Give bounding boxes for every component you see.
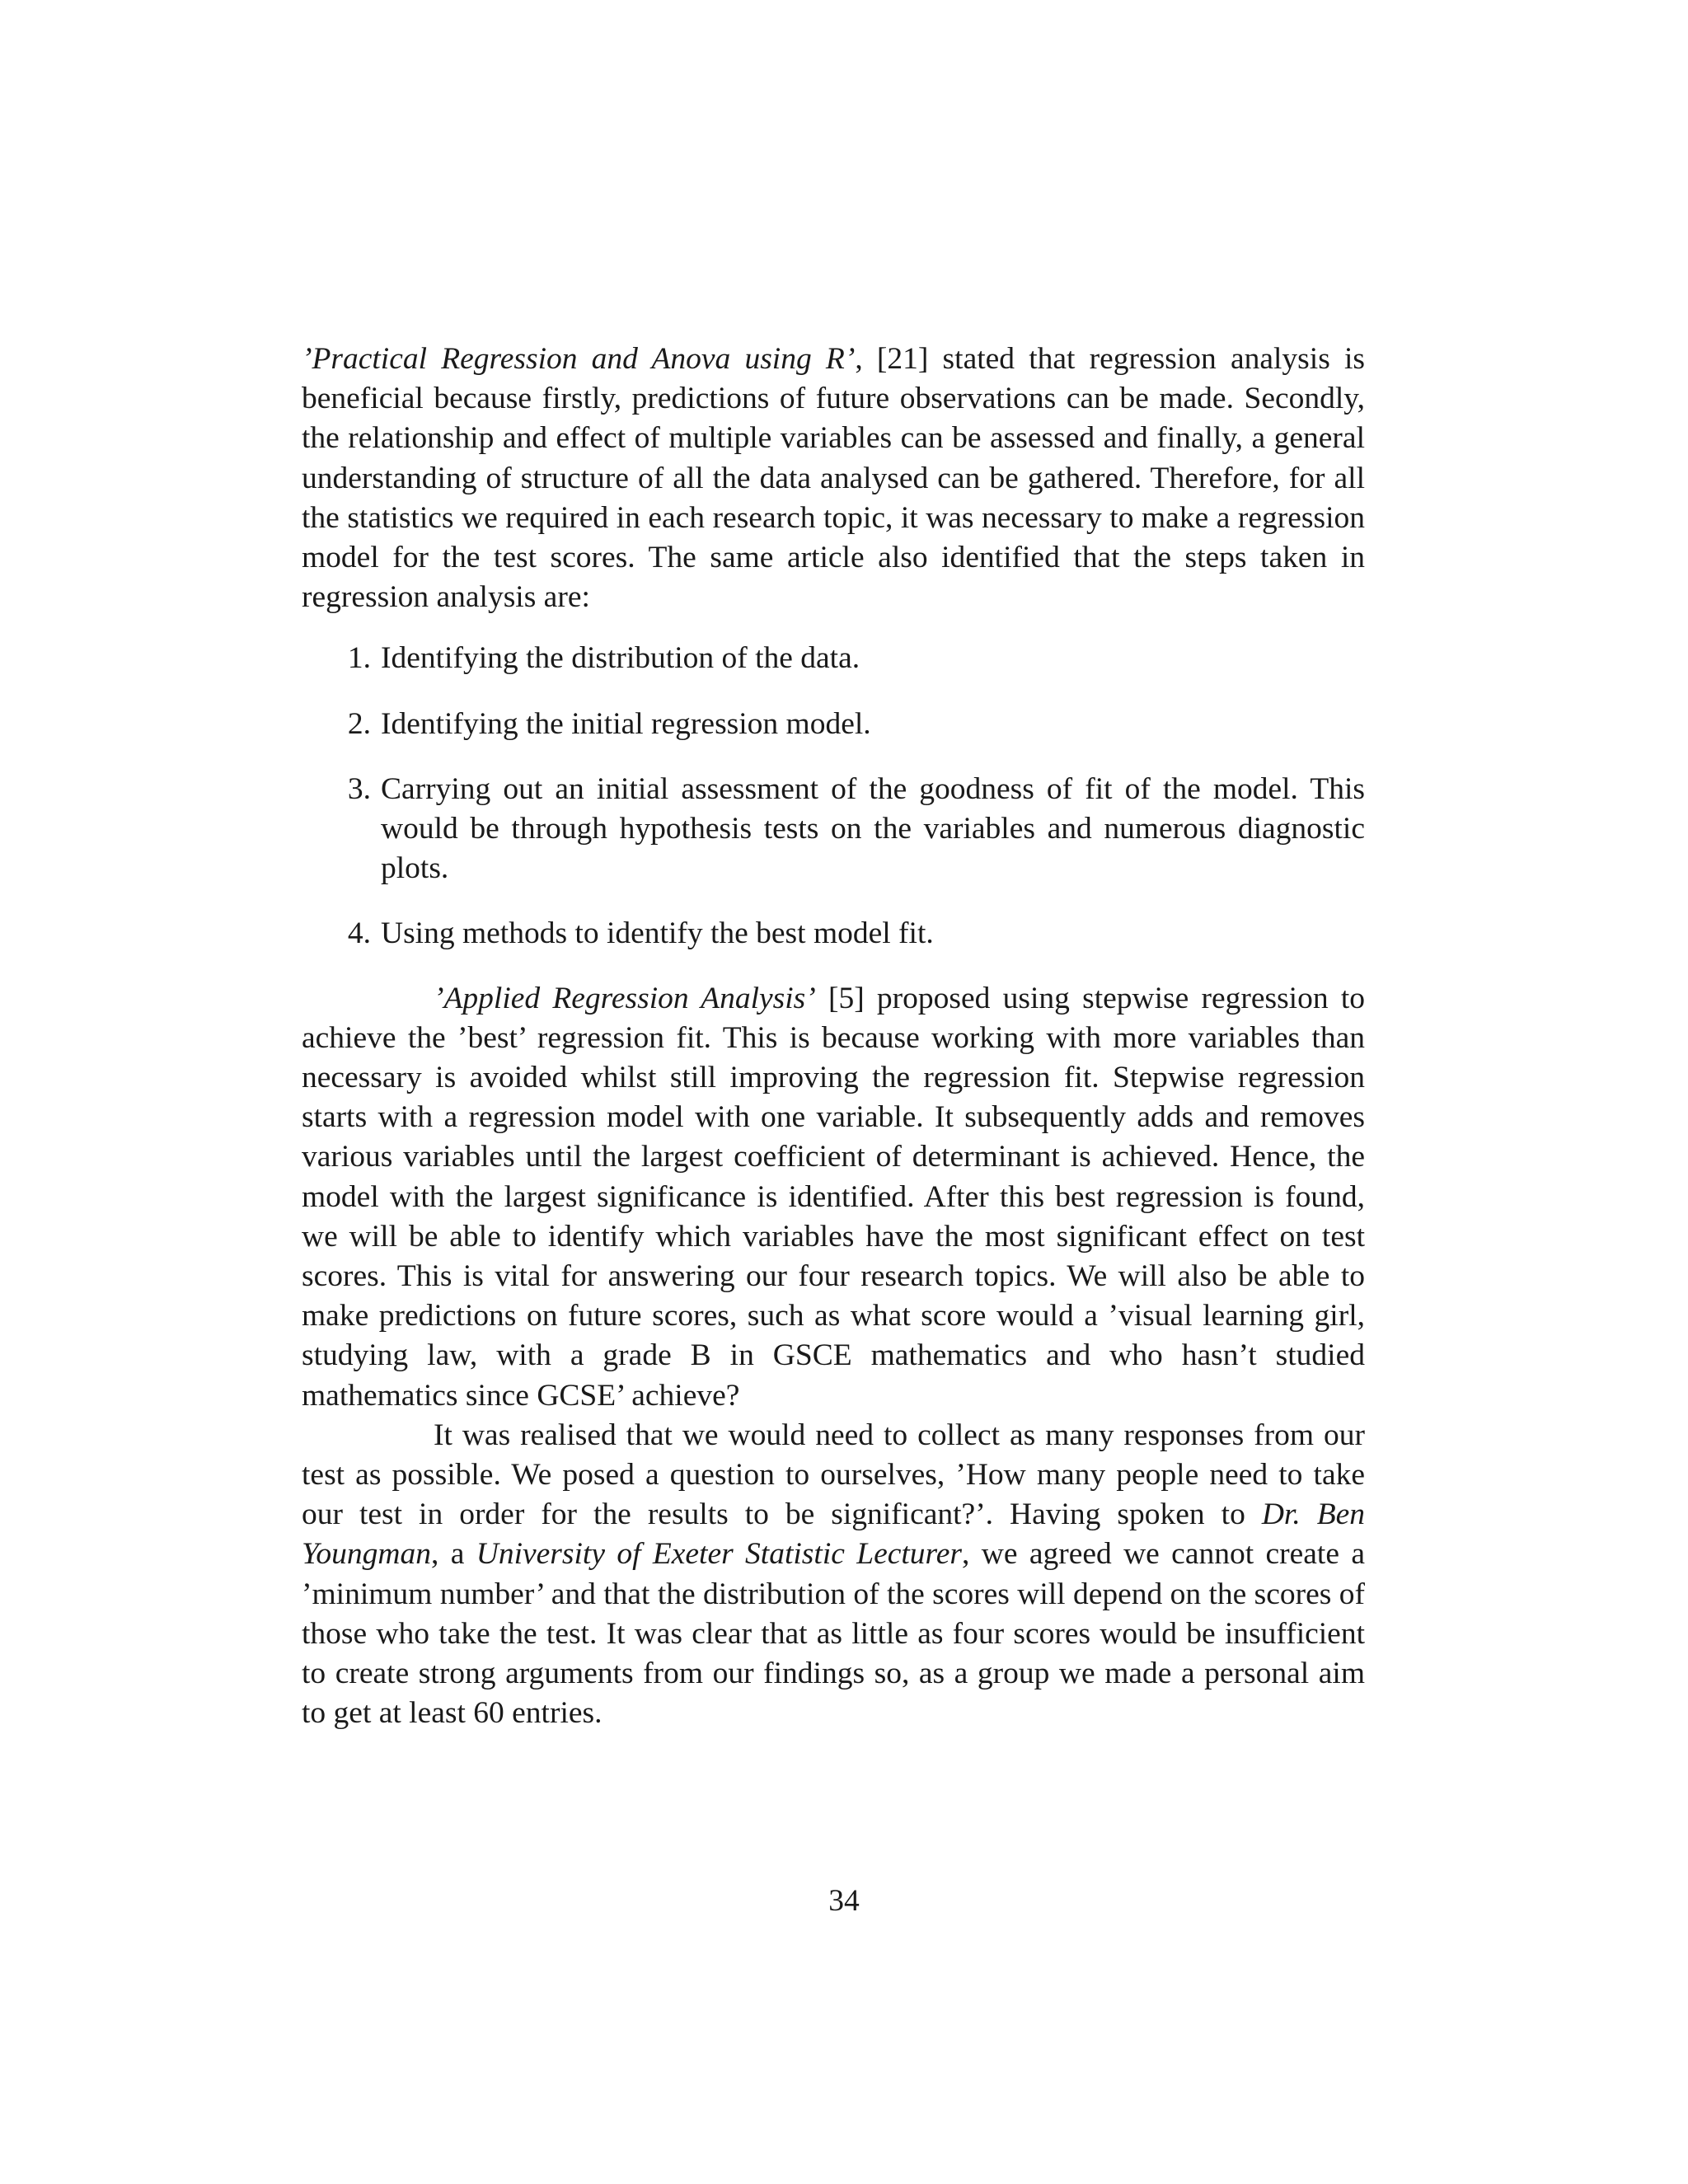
list-number: 1. xyxy=(347,641,371,676)
list-item-text: Identifying the distribution of the data. xyxy=(381,641,860,676)
cited-title-applied-regression: ’Applied Regression Analysis’ xyxy=(434,981,816,1015)
page-number: 34 xyxy=(828,1884,860,1918)
regression-steps-list xyxy=(302,639,1365,954)
list-item xyxy=(347,639,1365,678)
list-item-text: Using methods to identify the best model fit. xyxy=(381,916,934,951)
list-item-text: Identifying the initial regression model. xyxy=(381,706,871,741)
paragraph-text: , we agreed we cannot create a ’minimum number’ and that the distribution of the scores will depend on the scores of those who take the test. It was clear that as little as four scores would be insufficient to create strong arguments from our findings so, as a group we made a personal aim to get at least 60 entries. xyxy=(302,1537,1365,1731)
paragraph-text: , a xyxy=(431,1537,476,1572)
paragraph-text: , [21] stated that regression analysis is beneficial because firstly, predictions of future observations can be made. Secondly, the relationship and effect of multiple variables can be assessed and finally, a general understanding of structure of all the data analysed can be gathered. Therefore, for all the statistics we required in each research topic, it was necessary to make a regression model for the test scores. The same article also identified that the steps taken in regression analysis are: xyxy=(302,342,1365,615)
paragraph-text: It was realised that we would need to collect as many responses from our test as possible. We posed a question to ourselves, ’How many people need to take our test in order for the results to be significant?’. Having spoken to xyxy=(302,1418,1365,1532)
paragraph-stepwise-regression xyxy=(302,979,1365,1416)
list-number: 3. xyxy=(347,771,371,806)
list-item xyxy=(347,770,1365,889)
cited-title-practical-regression: ’Practical Regression and Anova using R’ xyxy=(302,342,856,376)
list-number: 4. xyxy=(347,916,371,951)
paragraph-text: [5] proposed using stepwise regression to achieve the ’best’ regression fit. This is because working with more variables than necessary is avoided whilst still improving the regression fit. Stepwise regression starts with a regression model with one variable. It subsequently adds and removes various variables until the largest coefficient of determinant is achieved. Hence, the model with the largest significance is identified. After this best regression is found, we will be able to identify which variables have the most significant effect on test scores. This is vital for answering our four research topics. We will also be able to make predictions on future scores, such as what score would a ’visual learning girl, studying law, with a grade B in GSCE mathematics and who hasn’t studied mathematics since GCSE’ achieve? xyxy=(302,981,1366,1413)
list-item-text: Carrying out an initial assessment of the goodness of fit of the model. This would be through hypothesis tests on the variables and numerous diagnostic plots. xyxy=(381,771,1365,886)
list-number: 2. xyxy=(347,706,371,741)
paragraph-sample-size xyxy=(302,1416,1365,1734)
list-item xyxy=(347,914,1365,954)
person-name: Dr. Ben Youngman xyxy=(302,1497,1365,1572)
list-item xyxy=(347,705,1365,744)
paragraph-regression-benefits xyxy=(302,340,1365,617)
body-text xyxy=(302,340,1365,1734)
person-role: University of Exeter Statistic Lecturer xyxy=(476,1537,962,1572)
